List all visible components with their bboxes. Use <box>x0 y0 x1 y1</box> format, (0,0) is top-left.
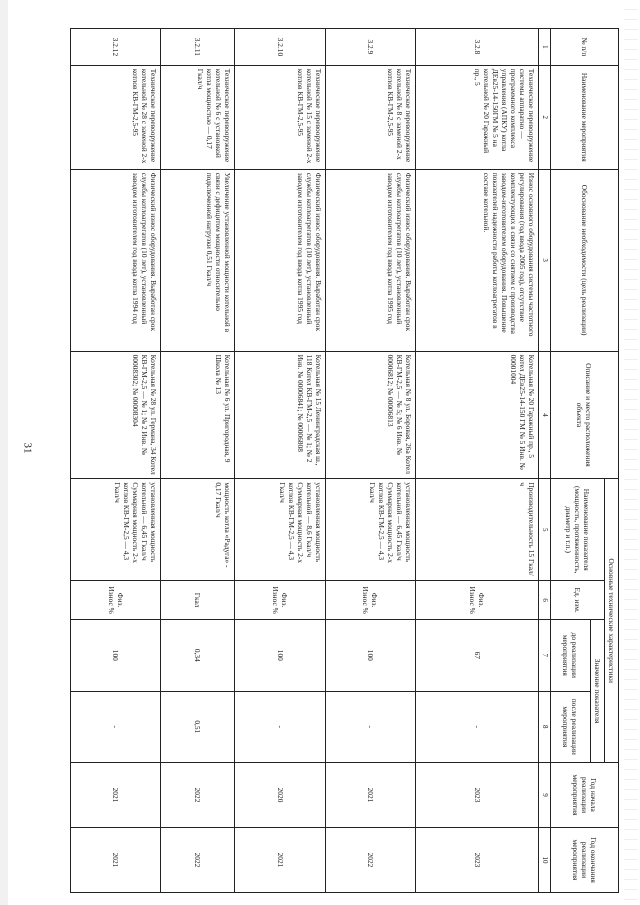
row-name: Техническое перевооружение котельной № 28 с заменой 2-х котлов КВ-ГМ-2,5-95 <box>71 65 161 169</box>
row-end-year: 2023 <box>416 827 539 892</box>
col-index: 8 <box>538 691 550 763</box>
row-description: Котельная № 8 ул. Боровая, 26а Котел КВ-ГМ-2,5 — № 5; № 6 Инв. № 00006812; № 00006813 <box>325 351 415 479</box>
row-before: 100 <box>235 620 325 691</box>
row-after: - <box>325 691 415 763</box>
row-start-year: 2021 <box>325 763 415 828</box>
col-index: 10 <box>538 827 550 892</box>
row-indicator: установленная мощность котельной — 8,6 Гкал/ч Суммарная мощность 2-х котлов КВ-ГМ-2,5 — 4,3 Гкал/ч <box>235 479 325 581</box>
row-unit: Гкал <box>161 581 235 620</box>
row-description: Котельная № 6 ул. Пригородная, 9 Школа № 13 <box>161 351 235 479</box>
table-row <box>416 29 539 893</box>
row-justification: Физический износ оборудования. Выработан срок службы котлоагрегатов (10 лет), установленный заводом изготовителем год ввода котла 1994 год <box>71 169 161 351</box>
col-index: 4 <box>538 351 550 479</box>
table-row <box>71 29 161 893</box>
row-description: Котельная № 20 Гаражный пр., 5 котел ДЕв25-14-150 ГМ № 5 Инв. № 00001004 <box>416 351 539 479</box>
row-justification: Физический износ оборудования. Выработан срок службы котлоагрегатов (10 лет), установленный заводом изготовителем год ввода котла 1995 год <box>325 169 415 351</box>
col-index: 2 <box>538 65 550 169</box>
table-row <box>161 29 235 893</box>
col-index: 1 <box>538 29 550 66</box>
row-name: Техническое перевооружение котельной № 8 с заменой 2-х котлов КВ-ГМ-2,5-95 <box>325 65 415 169</box>
scan-noise <box>624 0 638 905</box>
header-values-group: Значение показателя <box>590 620 604 763</box>
row-justification: Износ основного оборудования системы частотного регулирования (год ввода 2005 год), отсутствие комплектующих в связи со снятием с производства заводом-изготовителем оборудования. Повышение показателей надежности работы котлоагрегатов в составе котельной. <box>416 169 539 351</box>
row-end-year: 2021 <box>235 827 325 892</box>
scan-edge <box>0 0 8 905</box>
header-after: после реализации мероприятия <box>550 691 590 763</box>
row-name: Техническое перевооружение системы аппаратно — программного комплекса управления (АПКУ) котла ДЕв25-14-150ГМ № 5 на котельной № 20 Гаражный пр., 5 <box>416 65 539 169</box>
table-row <box>235 29 325 893</box>
row-after: - <box>416 691 539 763</box>
row-unit: Физ. Износ % <box>71 581 161 620</box>
header-tech-group: Основные технические характеристики <box>604 479 618 763</box>
table-container <box>70 28 619 893</box>
row-end-year: 2022 <box>161 827 235 892</box>
row-indicator: установленная мощность котельной — 6,45 Гкал/ч Суммарная мощность 2-х котлов КВ-ГМ-2,5 — 4,3 Гкал/ч <box>71 479 161 581</box>
header-justification: Обоснование необходимости (цель реализации) <box>550 169 618 351</box>
row-indicator: установленная мощность котельной — 6,45 Гкал/ч Суммарная мощность 2-х котлов КВ-ГМ-2,5 — 4,3 Гкал/ч <box>325 479 415 581</box>
row-start-year: 2022 <box>161 763 235 828</box>
row-before: 0,34 <box>161 620 235 691</box>
row-indicator: Производительность 15 Гкал/ч <box>416 479 539 581</box>
row-unit: Физ. Износ % <box>325 581 415 620</box>
header-start-year: Год начала реализации мероприятия <box>550 763 618 828</box>
row-num: 3.2.10 <box>235 29 325 66</box>
col-index: 3 <box>538 169 550 351</box>
row-description: Котельная № 15 Ленинградская ш., 118 Котел КВ-ГМ-2,5 — № 1; № 2 Инв. № 00006841; № 00006808 <box>235 351 325 479</box>
header-end-year: Год окончания реализации мероприятия <box>550 827 618 892</box>
row-before: 100 <box>71 620 161 691</box>
header-before: до реализации мероприятия <box>550 620 590 691</box>
table-row <box>325 29 415 893</box>
row-end-year: 2022 <box>325 827 415 892</box>
row-name: Техническое перевооружение котельной № 15 с заменой 2-х котлов КВ-ГМ-2,5-95 <box>235 65 325 169</box>
row-num: 3.2.8 <box>416 29 539 66</box>
row-num: 3.2.11 <box>161 29 235 66</box>
header-name: Наименование мероприятия <box>550 65 618 169</box>
row-before: 100 <box>325 620 415 691</box>
col-index: 5 <box>538 479 550 581</box>
row-justification: Увеличение установленной мощности котельной в связи с дефицитом мощности относительно подключенной нагрузки 0,51 Гкал/ч <box>161 169 235 351</box>
row-description: Котельная № 28 ул. Германа, 34 Котел КВ-ГМ-2,5 — № 1; № 2 Инв. № 00008302; № 00008304 <box>71 351 161 479</box>
row-after: - <box>235 691 325 763</box>
header-indicator: Наименование показателя (мощность, протяженность, диаметр и т.п.) <box>550 479 604 581</box>
col-index: 9 <box>538 763 550 828</box>
row-after: 0,51 <box>161 691 235 763</box>
row-before: 67 <box>416 620 539 691</box>
row-start-year: 2021 <box>71 763 161 828</box>
col-index: 6 <box>538 581 550 620</box>
row-num: 3.2.12 <box>71 29 161 66</box>
row-num: 3.2.9 <box>325 29 415 66</box>
row-unit: Физ. Износ % <box>235 581 325 620</box>
row-name: Техническое перевооружение котельной № 6 с установкой котла мощностью — 0,17 Гкал/ч <box>161 65 235 169</box>
row-indicator: мощность котла «Радуга» - 0,17 Гкал/ч <box>161 479 235 581</box>
header-num: № п/п <box>550 29 618 66</box>
row-unit: Физ. Износ % <box>416 581 539 620</box>
row-start-year: 2020 <box>235 763 325 828</box>
row-justification: Физический износ оборудования. Выработан срок службы котлоагрегатов (10 лет), установленный заводом изготовителем год ввода котла 1995 год <box>235 169 325 351</box>
rotated-sheet <box>70 28 619 893</box>
header-unit: Ед. изм. <box>550 581 604 620</box>
header-description: Описание и место расположения объекта <box>550 351 618 479</box>
page-number: 31 <box>21 442 34 454</box>
row-start-year: 2023 <box>416 763 539 828</box>
col-index: 7 <box>538 620 550 691</box>
row-after: - <box>71 691 161 763</box>
measures-table <box>70 28 619 893</box>
row-end-year: 2021 <box>71 827 161 892</box>
